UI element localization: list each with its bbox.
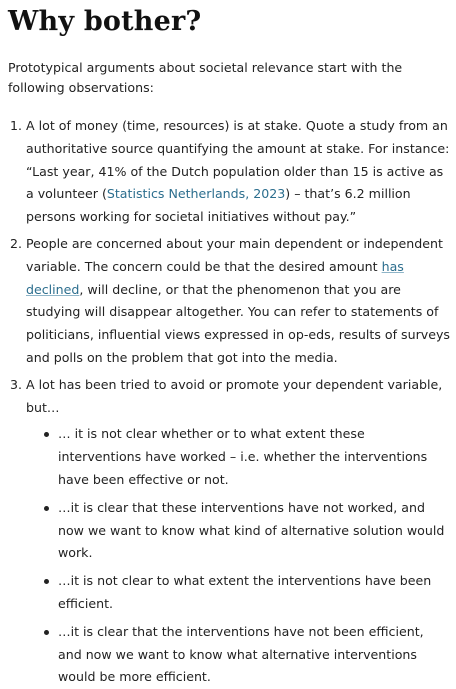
sub-item-1	[44, 423, 450, 491]
bullet-icon	[44, 630, 49, 635]
list-item-1	[26, 115, 450, 229]
page-title: Why bother?	[8, 6, 202, 37]
list-item-1-text-before: A lot of money (time, resources) is at stake. Quote a study from an authoritative source quantifying the amount at stake. For instance: “Last year, 41% of the Dutch population older than 15 is active as a volunteer (	[26, 118, 450, 202]
statistics-netherlands-link[interactable]: Statistics Netherlands, 2023	[106, 186, 286, 202]
list-item-3	[26, 374, 450, 689]
has-declined-link[interactable]: has declined	[26, 258, 404, 297]
sub-item-2	[44, 497, 450, 565]
bullet-icon	[44, 579, 49, 584]
bullet-icon	[44, 432, 49, 437]
sub-item-4	[44, 621, 450, 689]
sub-item-3-text: …it is not clear to what extent the interventions have been efficient.	[58, 573, 432, 611]
intro-paragraph: Prototypical arguments about societal relevance start with the following observations:	[8, 60, 403, 95]
sub-item-2-text: …it is clear that these interventions have not worked, and now we want to know what kind of alternative solution would work.	[58, 499, 445, 561]
list-item-1-text-after: ) – that’s 6.2 million persons working for societal initiatives without pay.”	[26, 186, 411, 225]
sub-item-1-text: … it is not clear whether or to what extent these interventions have worked – i.e. whether the interventions have been effective or not.	[58, 426, 428, 487]
sub-item-3	[44, 570, 450, 616]
list-item-2	[26, 233, 450, 370]
bullet-icon	[44, 506, 49, 511]
sub-item-4-text: …it is clear that the interventions have not been efficient, and now we want to know what alternative interventions would be more efficient.	[58, 623, 424, 685]
article	[0, 4, 456, 685]
interventions-sublist	[26, 423, 450, 689]
list-item-2-text-before: People are concerned about your main dependent or independent variable. The concern could be that the desired amount	[26, 235, 443, 274]
list-item-3-text: A lot has been tried to avoid or promote your dependent variable, but…	[26, 376, 443, 415]
list-item-2-text-after: , will decline, or that the phenomenon that you are studying will disappear altogether. You can refer to statements of politicians, influential views expressed in op-eds, results of surveys and polls on the problem that got into the media.	[26, 281, 450, 365]
arguments-list	[8, 115, 450, 689]
